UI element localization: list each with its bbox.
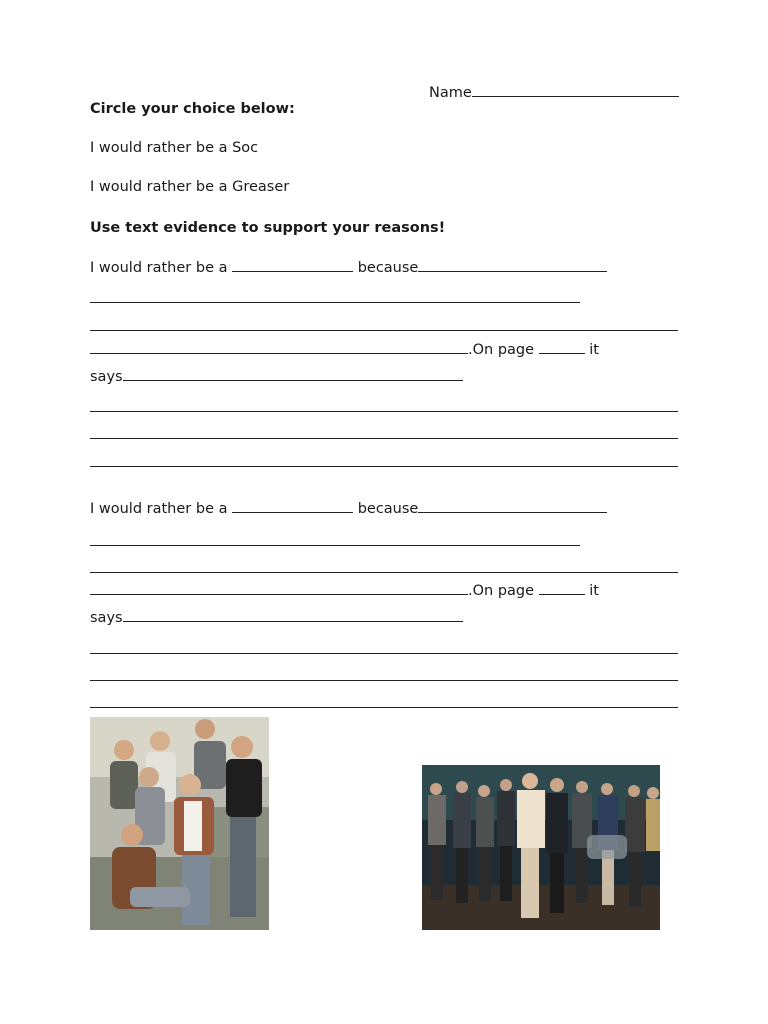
name-field[interactable]: [429, 84, 679, 101]
prompt-1-page-blank[interactable]: [539, 341, 585, 354]
name-label: Name: [429, 85, 472, 101]
evidence-title: Use text evidence to support your reasons!: [90, 220, 446, 236]
prompt-2-answer-line[interactable]: [90, 572, 678, 573]
name-blank[interactable]: [472, 84, 679, 97]
prompt-1-answer-line[interactable]: [90, 330, 678, 331]
prompt-2-rather: I would rather be a because: [90, 500, 607, 517]
prompt-1-rather: I would rather be a because: [90, 259, 607, 276]
prompt-1-answer-line[interactable]: [90, 302, 580, 303]
prompt-2-group-blank[interactable]: [232, 500, 353, 513]
prompt-2-quote-line[interactable]: [90, 707, 678, 708]
prompt-2-page-row: .On page it: [90, 582, 599, 599]
prompt-2-quote-blank[interactable]: [123, 609, 463, 622]
prompt-1-because-blank[interactable]: [418, 259, 607, 272]
prompt-2-says-row: says: [90, 609, 463, 626]
prompt-2-reason-blank[interactable]: [90, 582, 468, 595]
prompt-1-quote-line[interactable]: [90, 466, 678, 467]
prompt-2-page-blank[interactable]: [539, 582, 585, 595]
greasers-group-photo: [90, 717, 269, 930]
prompt-1-quote-blank[interactable]: [123, 368, 463, 381]
prompt-1-group-blank[interactable]: [232, 259, 353, 272]
prompt-1-quote-line[interactable]: [90, 411, 678, 412]
prompt-1-quote-line[interactable]: [90, 438, 678, 439]
prompt-1-reason-blank[interactable]: [90, 341, 468, 354]
choice-soc[interactable]: I would rather be a Soc: [90, 140, 259, 156]
prompt-2-quote-line[interactable]: [90, 653, 678, 654]
prompt-1-says-row: says: [90, 368, 463, 385]
choice-greaser[interactable]: I would rather be a Greaser: [90, 179, 290, 195]
prompt-1-page-row: .On page it: [90, 341, 599, 358]
gang-walking-night-photo: [422, 765, 660, 930]
circle-choice-title: Circle your choice below:: [90, 101, 295, 117]
prompt-2-because-blank[interactable]: [418, 500, 607, 513]
prompt-2-quote-line[interactable]: [90, 680, 678, 681]
prompt-2-answer-line[interactable]: [90, 545, 580, 546]
